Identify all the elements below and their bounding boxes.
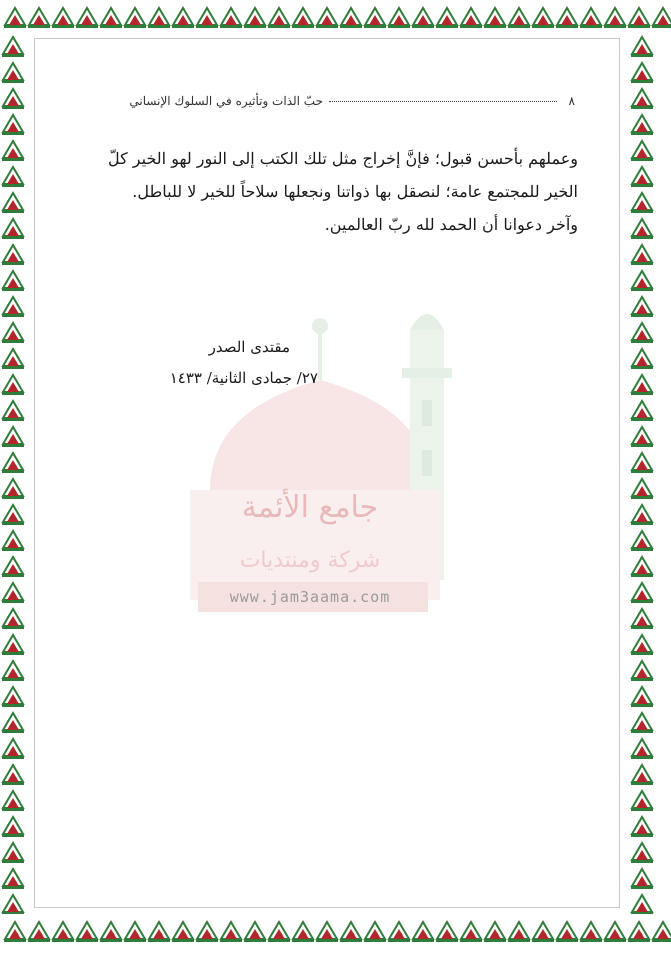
signature-block: [150, 332, 318, 394]
border-motif-icon: [2, 791, 24, 811]
border-motif-icon: [580, 922, 602, 942]
border-motif-icon: [631, 89, 653, 109]
border-motif-icon: [2, 765, 24, 785]
border-motif-icon: [124, 922, 146, 942]
border-motif-icon: [388, 922, 410, 942]
border-motif-icon: [172, 8, 194, 28]
border-motif-icon: [631, 557, 653, 577]
border-motif-icon: [2, 661, 24, 681]
border-motif-icon: [631, 323, 653, 343]
border-motif-icon: [631, 687, 653, 707]
border-motif-icon: [604, 922, 626, 942]
border-motif-icon: [196, 922, 218, 942]
border-motif-icon: [2, 635, 24, 655]
border-motif-icon: [631, 895, 653, 914]
border-motif-icon: [631, 141, 653, 161]
border-motif-icon: [631, 635, 653, 655]
border-motif-icon: [2, 193, 24, 213]
border-motif-icon: [631, 271, 653, 291]
header-dot-leader: [329, 101, 557, 102]
border-motif-icon: [631, 349, 653, 369]
border-motif-icon: [631, 791, 653, 811]
border-motif-icon: [631, 869, 653, 889]
border-motif-icon: [508, 8, 530, 28]
border-motif-icon: [2, 375, 24, 395]
border-motif-icon: [364, 8, 386, 28]
watermark-site: www.jam3aama.com: [229, 588, 391, 606]
border-motif-icon: [2, 271, 24, 291]
border-motif-icon: [631, 531, 653, 551]
border-motif-icon: [2, 349, 24, 369]
border-motif-icon: [631, 505, 653, 525]
border-motif-icon: [631, 739, 653, 759]
border-motif-icon: [340, 922, 362, 942]
border-motif-icon: [460, 8, 482, 28]
border-motif-icon: [316, 922, 338, 942]
border-motif-icon: [460, 922, 482, 942]
border-motif-icon: [100, 8, 122, 28]
border-motif-icon: [268, 8, 290, 28]
border-motif-icon: [631, 609, 653, 629]
border-motif-icon: [631, 167, 653, 187]
border-motif-icon: [292, 922, 314, 942]
border-motif-icon: [631, 63, 653, 83]
watermark-arabic-secondary: شركة ومنتديات: [239, 548, 381, 573]
border-motif-icon: [28, 922, 50, 942]
border-motif-icon: [2, 869, 24, 889]
border-motif-icon: [532, 8, 554, 28]
watermark-arabic-primary: جامع الأئمة: [241, 490, 379, 525]
border-motif-icon: [76, 8, 98, 28]
border-motif-icon: [436, 922, 458, 942]
border-motif-icon: [196, 8, 218, 28]
border-motif-icon: [2, 557, 24, 577]
border-motif-icon: [631, 843, 653, 863]
border-motif-icon: [508, 922, 530, 942]
signature-name: مقتدى الصدر: [208, 338, 290, 356]
running-header: [100, 92, 575, 116]
border-motif-icon: [436, 8, 458, 28]
border-motif-icon: [2, 323, 24, 343]
border-motif-icon: [631, 37, 653, 57]
border-motif-icon: [631, 115, 653, 135]
border-motif-icon: [631, 219, 653, 239]
border-motif-icon: [2, 895, 24, 914]
border-motif-icon: [2, 453, 24, 473]
border-motif-icon: [4, 8, 26, 28]
border-motif-icon: [556, 8, 578, 28]
border-motif-icon: [2, 739, 24, 759]
body-line: وعملهم بأحسن قبول؛ فإنَّ إخراج مثل تلك الكتب إلى النور لهو الخير كلّ: [107, 149, 578, 168]
border-motif-icon: [2, 427, 24, 447]
border-motif-icon: [316, 8, 338, 28]
border-motif-icon: [556, 922, 578, 942]
signature-date: ٢٧/ جمادى الثانية/ ١٤٣٣: [169, 369, 318, 387]
border-motif-icon: [2, 713, 24, 733]
border-motif-icon: [2, 167, 24, 187]
border-motif-icon: [2, 531, 24, 551]
border-motif-icon: [148, 8, 170, 28]
border-motif-icon: [100, 922, 122, 942]
border-motif-icon: [2, 219, 24, 239]
border-motif-icon: [2, 401, 24, 421]
border-motif-icon: [631, 661, 653, 681]
border-motif-icon: [628, 8, 650, 28]
border-motif-icon: [2, 89, 24, 109]
border-motif-icon: [364, 922, 386, 942]
border-motif-icon: [631, 193, 653, 213]
border-motif-icon: [604, 8, 626, 28]
border-motif-icon: [412, 922, 434, 942]
border-motif-icon: [2, 297, 24, 317]
book-title: حبّ الذات وتأثيره في السلوك الإنساني: [129, 94, 323, 108]
border-motif-icon: [631, 479, 653, 499]
right-ornamental-border: [629, 30, 655, 914]
border-motif-icon: [2, 141, 24, 161]
border-motif-icon: [652, 8, 671, 28]
border-motif-icon: [631, 817, 653, 837]
border-motif-icon: [2, 115, 24, 135]
body-paragraph: [100, 142, 578, 241]
border-motif-icon: [268, 922, 290, 942]
body-line: الخير للمجتمع عامة؛ لنصقل بها ذواتنا ونجعلها سلاحاً للخير لا للباطل.: [132, 182, 578, 201]
border-motif-icon: [2, 37, 24, 57]
border-motif-icon: [631, 713, 653, 733]
border-motif-icon: [2, 63, 24, 83]
border-motif-icon: [2, 817, 24, 837]
border-motif-icon: [631, 765, 653, 785]
border-motif-icon: [340, 8, 362, 28]
border-motif-icon: [52, 8, 74, 28]
border-motif-icon: [244, 922, 266, 942]
bottom-ornamental-border: [0, 910, 671, 950]
border-motif-icon: [52, 922, 74, 942]
border-motif-icon: [220, 922, 242, 942]
border-motif-icon: [2, 479, 24, 499]
border-motif-icon: [631, 453, 653, 473]
border-motif-icon: [244, 8, 266, 28]
border-motif-icon: [292, 8, 314, 28]
border-motif-icon: [2, 687, 24, 707]
border-motif-icon: [631, 297, 653, 317]
border-motif-icon: [28, 8, 50, 28]
border-motif-icon: [2, 583, 24, 603]
border-motif-icon: [76, 922, 98, 942]
border-motif-icon: [4, 922, 26, 942]
page-number: ٨: [568, 94, 575, 108]
border-motif-icon: [631, 375, 653, 395]
border-motif-icon: [388, 8, 410, 28]
border-motif-icon: [631, 427, 653, 447]
border-motif-icon: [2, 505, 24, 525]
border-motif-icon: [631, 583, 653, 603]
border-motif-icon: [628, 922, 650, 942]
border-motif-icon: [532, 922, 554, 942]
top-ornamental-border: [0, 0, 671, 34]
border-motif-icon: [580, 8, 602, 28]
border-motif-icon: [631, 401, 653, 421]
border-motif-icon: [2, 843, 24, 863]
border-motif-icon: [652, 922, 671, 942]
border-motif-icon: [631, 245, 653, 265]
border-motif-icon: [172, 922, 194, 942]
border-motif-icon: [148, 922, 170, 942]
border-motif-icon: [2, 609, 24, 629]
border-motif-icon: [2, 245, 24, 265]
border-motif-icon: [124, 8, 146, 28]
left-ornamental-border: [0, 30, 26, 914]
border-motif-icon: [484, 8, 506, 28]
border-motif-icon: [412, 8, 434, 28]
border-motif-icon: [220, 8, 242, 28]
border-motif-icon: [484, 922, 506, 942]
body-line: وآخر دعوانا أن الحمد لله ربّ العالمين.: [324, 215, 578, 234]
